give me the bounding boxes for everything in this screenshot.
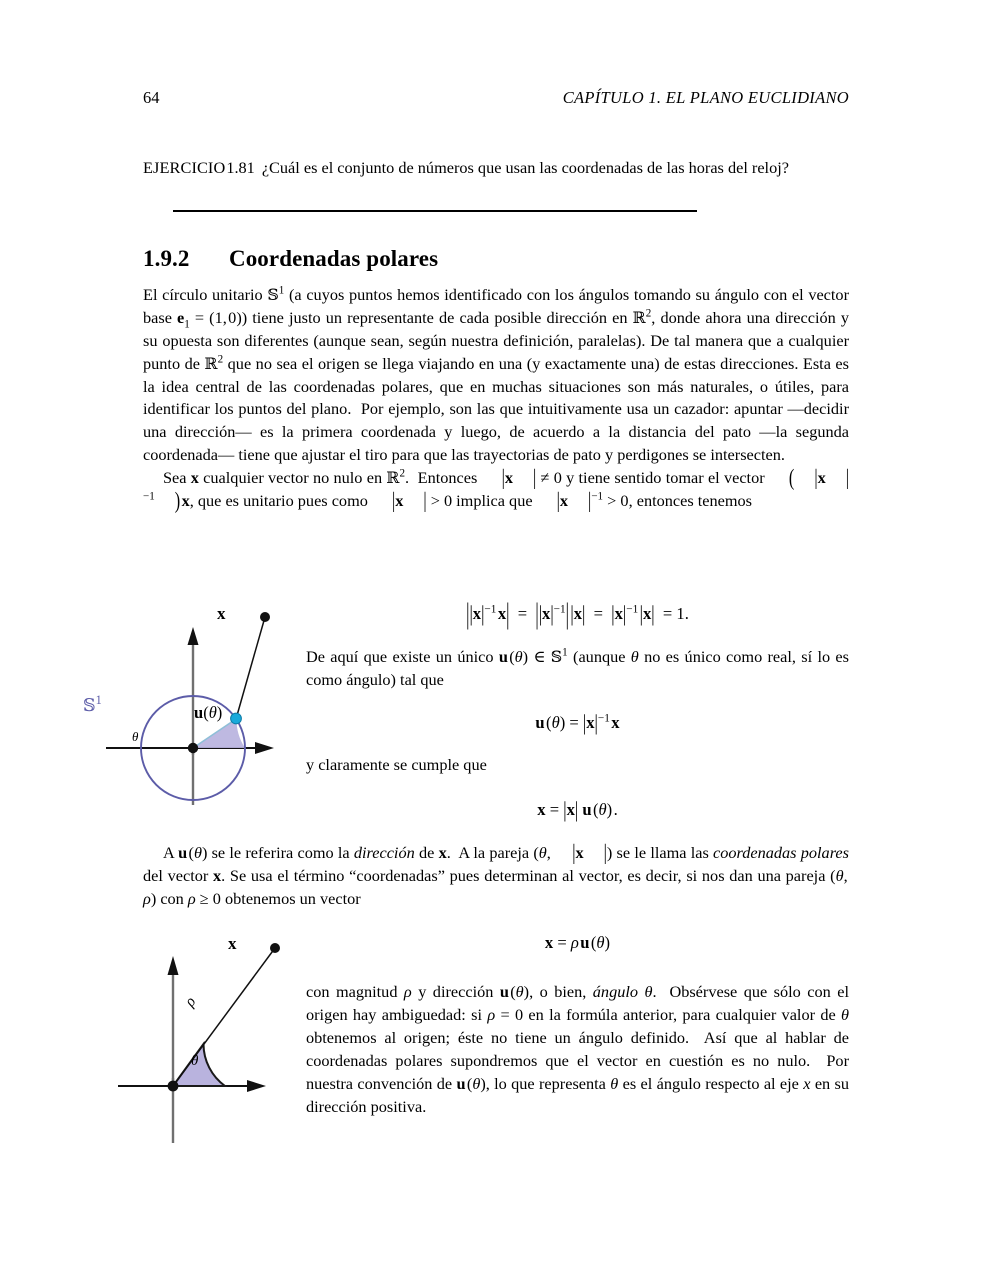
figure-row-one — [83, 596, 849, 840]
equation-u-definition: u $(\theta) = |x|^{-1}$ x — [535, 709, 620, 736]
figure-unit-circle — [83, 600, 328, 835]
vector-x-segment — [236, 617, 265, 719]
figure1-label-theta: θ — [132, 729, 139, 744]
running-head — [143, 88, 849, 114]
equation-x-rho-u: x = ρ u (θ) — [544, 933, 611, 952]
figure2-label-rho: ρ — [181, 993, 200, 1010]
paragraph-unit-circle: El círculo unitario 𝕊$^1$ (a cuyos puntos hemos identificado con los ángulos tomando su ángulo con el vector base $e_1 = (1$, 0)) tiene justo un representante de cada posible dirección en ℝ$^2$, donde ahora una dirección y su opuesta son diferentes (aunque sean, según nuestra definición, paralelas). De tal manera que a cualquier punto de ℝ$^2$ que no sea el origen se llega viajando en una (y exactamente una) de estas direcciones. Esta es la idea central de las coordenadas polares, que en muchas situaciones son más naturales, o útiles, para identificar los puntos del plano. Por ejemplo, son las que intuitivamente usa un cazador: apuntar —decidir una dirección— es la primera coordenada y luego, de acuerdo a la distancia del pato —la segunda coordenada— tiene que ajustar el tiro para que las trayectorias de pato y perdigones se intersecten. — [143, 284, 849, 465]
section-number: 1.9.2 — [143, 246, 190, 271]
figure-row-two-text — [306, 928, 849, 1119]
exercise-number: 1.81 — [226, 158, 255, 177]
figure2-label-x: x — [228, 934, 237, 953]
section-heading — [143, 246, 438, 272]
figure2-label-theta: θ — [191, 1053, 199, 1069]
figure-row-one-text — [306, 596, 849, 823]
y-axis-arrowhead — [168, 956, 179, 975]
chapter-title: CAPÍTULO 1. EL PLANO EUCLIDIANO — [562, 88, 849, 107]
origin-point — [188, 743, 198, 753]
paragraph-exists-unique: De aquí que existe un único u (θ) ∈ 𝕊$^1$ (aunque θ no es único como real, sí lo es como ángulo) tal que — [306, 646, 849, 690]
figure1-label-u: u(θ) — [194, 703, 223, 722]
figure1-label-circle: 𝕊$^1$ — [83, 693, 102, 716]
section-title: Coordenadas polares — [229, 246, 439, 271]
paragraph-direction-block — [143, 839, 849, 911]
horizontal-rule — [173, 210, 697, 212]
paragraph-unit-vector: Sea x cualquier vector no nulo en ℝ$^2$. Entonces |x | ≠ 0 y tiene sentido tomar el vector ( |x $|^{-1}$ ) x, que es unitario pues como |x | > 0 implica que |x $|^{-1} > 0$, entonces tenemos — [143, 463, 850, 514]
exercise-label: EJERCICIO — [143, 158, 226, 177]
paragraph-polar-coordinates: A u (θ) se le referira como la dirección de x. A la pareja (θ, |x |) se le llama las coordenadas polares del vector x. Se usa el término “coordenadas” pues determinan al vector, es decir, si nos dan una pareja (θ, ρ) con ρ ≥ 0 obtenemos un vector — [143, 839, 849, 908]
unit-vector-point — [231, 713, 242, 724]
equation-norm-unit: $||x|^{-1}$ $x| = ||x|^{-1}|$ $|x| = |x|^{-1}$ |x| = 1. — [466, 596, 689, 631]
figure-row-two — [143, 928, 849, 1158]
page-number: 64 — [143, 88, 160, 107]
origin-point — [168, 1081, 179, 1092]
paragraph-magnitude-direction: con magnitud ρ y dirección u (θ), o bien, ángulo θ. Obsérvese que sólo con el origen hay ambiguedad: si ρ = 0 en la formúla anterior, para cualquier valor de θ obtenemos al origen; éste no tiene un ángulo definido. Así que al hablar de coordenadas polares supondremos que el vector en cuestión es no nulo. Por nuestra convención de u (θ), lo que representa θ es el ángulo respecto al eje x en su dirección positiva. — [306, 982, 850, 1116]
x-axis-arrowhead — [255, 742, 274, 754]
exercise-block — [143, 157, 849, 180]
figure-polar — [118, 928, 328, 1163]
equation-x-decomposition: x = |x| u (θ) . — [537, 796, 618, 823]
intro-paragraphs — [143, 284, 849, 513]
exercise-text: ¿Cuál es el conjunto de números que usan las coordenadas de las horas del reloj? — [261, 158, 789, 177]
paragraph-claramente: y claramente se cumple que — [306, 755, 487, 775]
figure1-label-x: x — [217, 604, 226, 623]
vector-x-point — [260, 612, 270, 622]
y-axis-arrowhead — [188, 627, 199, 645]
vector-x-point — [270, 943, 280, 953]
x-axis-arrowhead — [247, 1080, 266, 1092]
radius-vector-line — [173, 948, 275, 1086]
page-content — [83, 88, 850, 1116]
polar-diagram-svg — [118, 928, 328, 1158]
